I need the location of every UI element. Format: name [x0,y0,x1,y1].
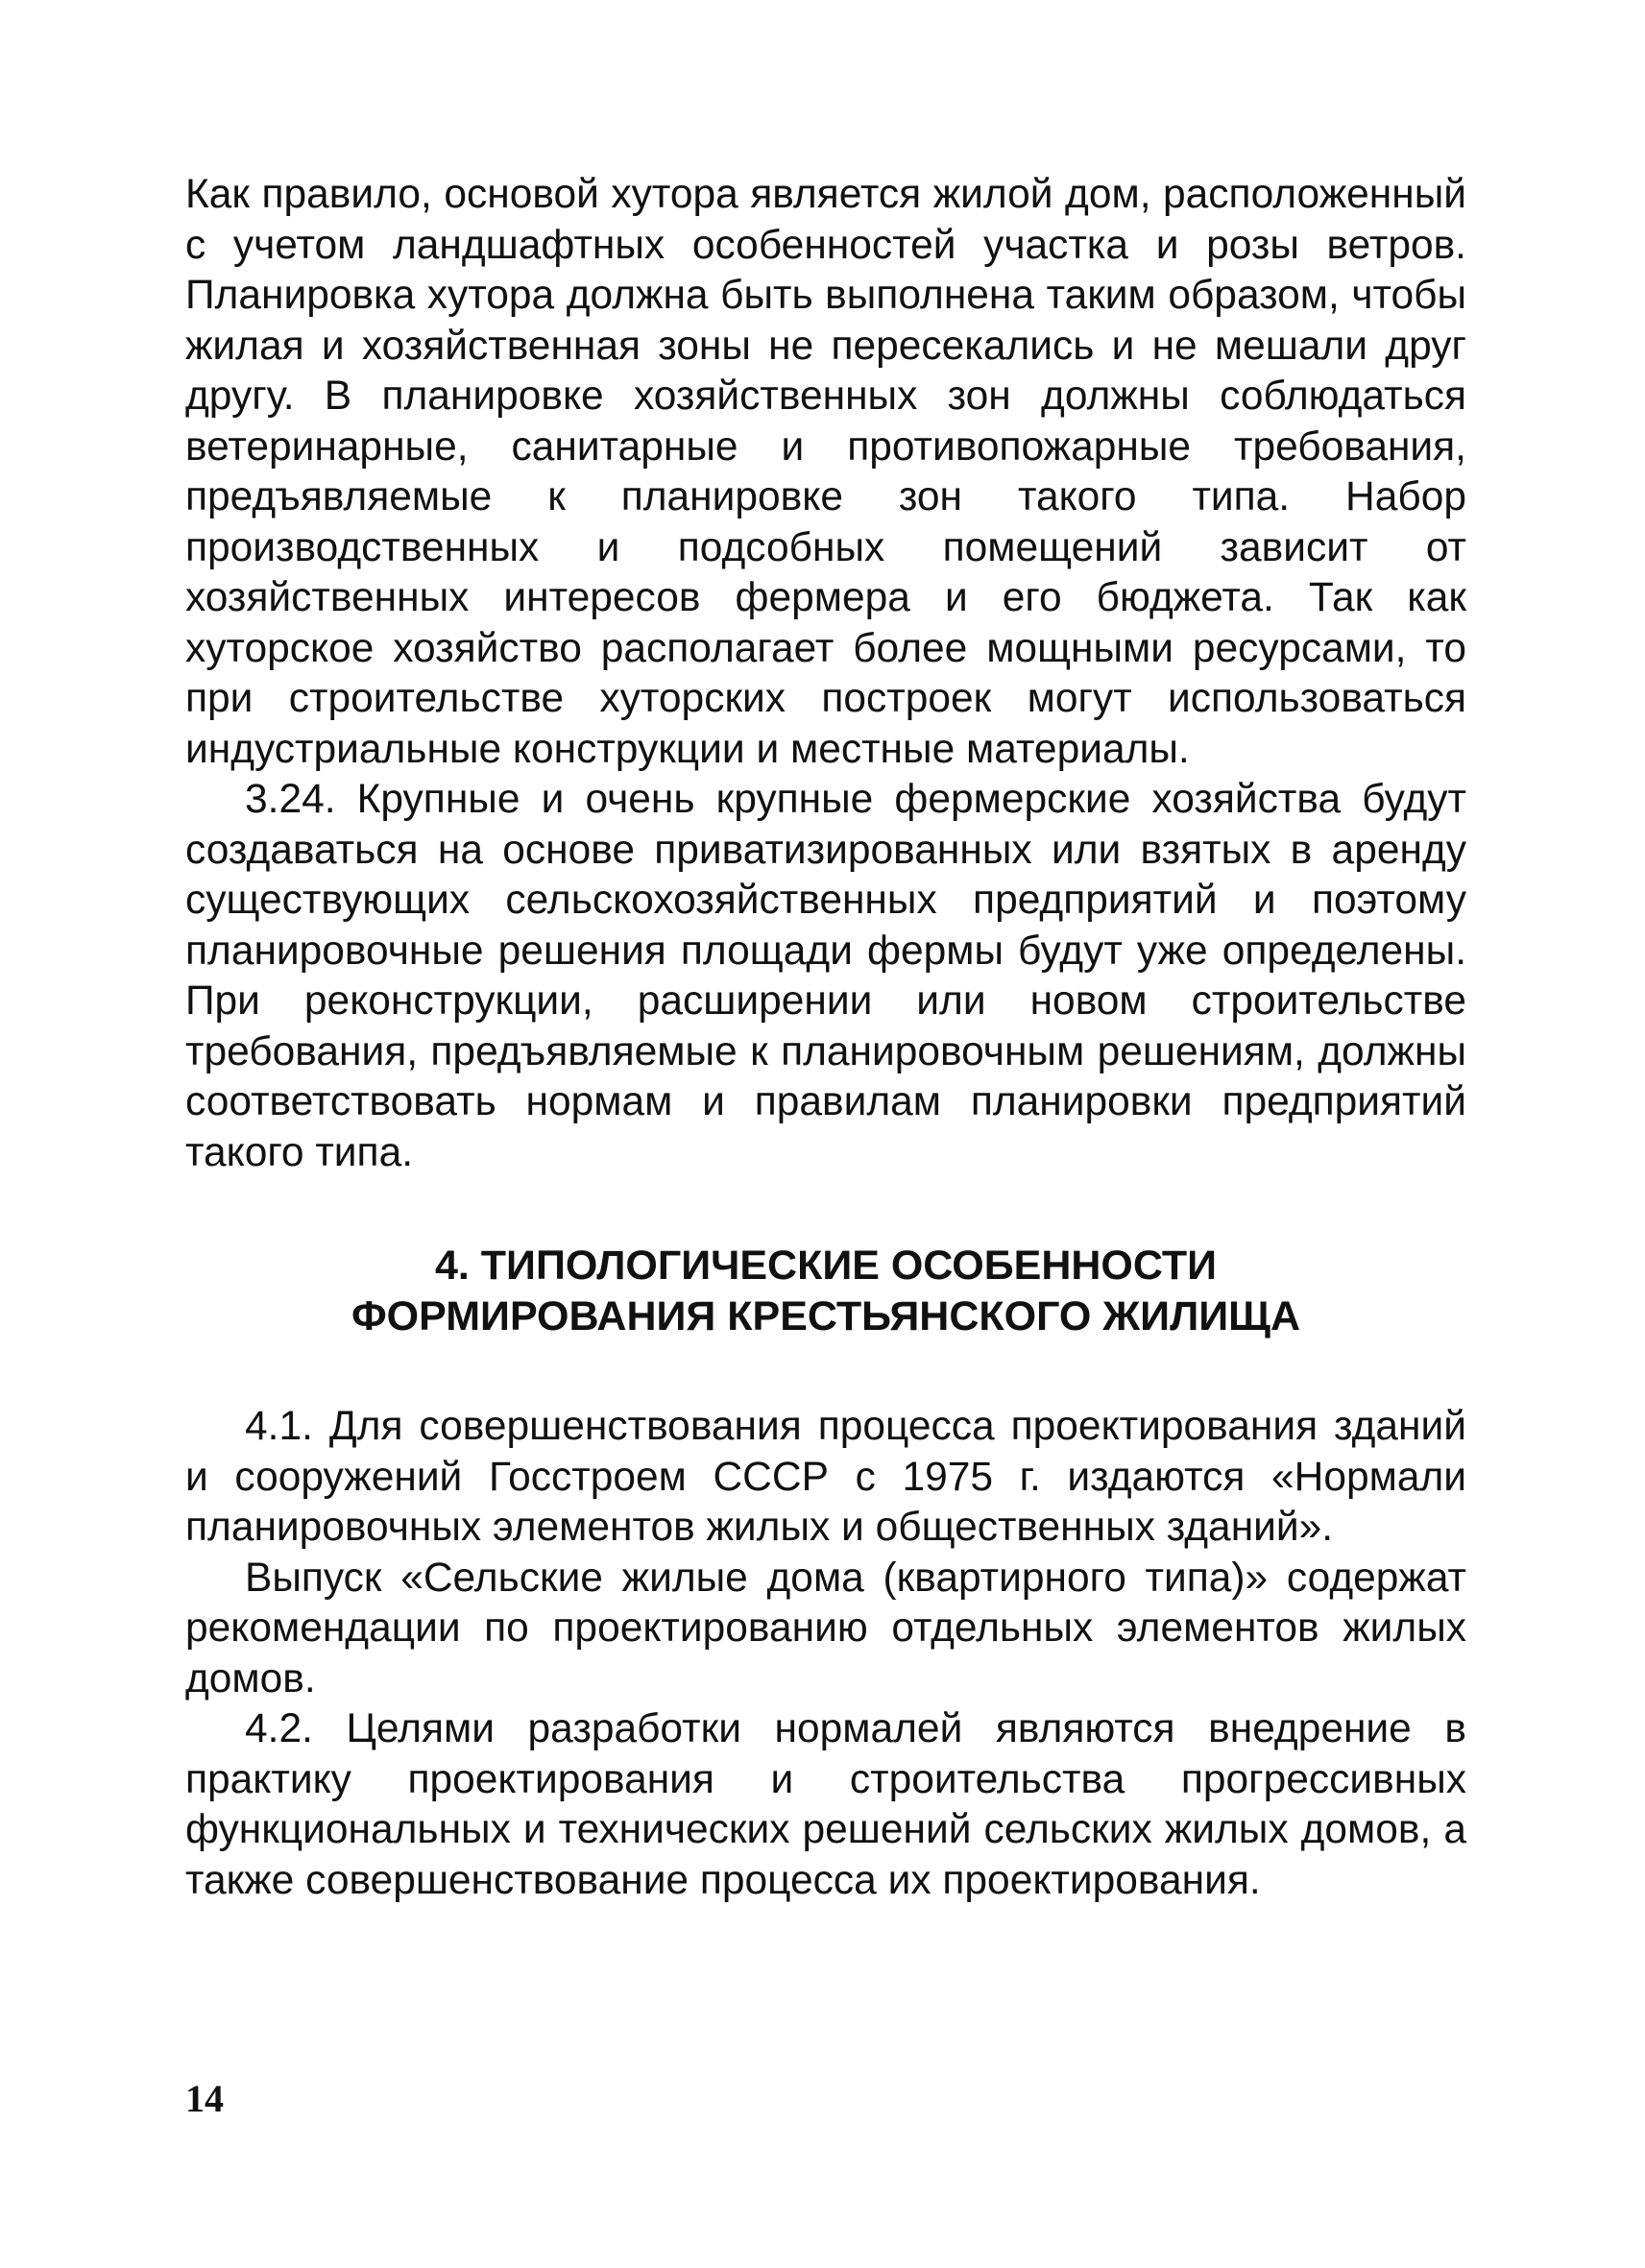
section-heading-line-1: 4. ТИПОЛОГИЧЕСКИЕ ОСОБЕННОСТИ [434,1243,1218,1289]
paragraph-vypusk: Выпуск «Сельские жилые дома (квартирного типа)» содержат рекомендации по проектированию отдельных элементов жилых домов. [185,1555,1466,1701]
paragraph-4-1: 4.1. Для совершенствования процесса проектирования зданий и сооружений Госстроем СССР с 1975 г. издаются «Нормали планировочных элементов жилых и общественных зданий». [185,1404,1466,1550]
section-heading [185,1241,1466,1342]
paragraph-4-2: 4.2. Целями разработки нормалей являются внедрение в практику проектирования и строительства прогрессивных функциональных и технических решений сельских жилых домов, а также совершенствование процесса их проектирования. [185,1706,1466,1903]
paragraph-3-24: 3.24. Крупные и очень крупные фермерские хозяйства будут создаваться на основе приватизированных или взятых в аренду существующих сельскохозяйственных предприятий и поэтому планировочные решения площади фермы будут уже определены. При реконструкции, расширении или новом строительстве требования, предъявляемые к планировочным решениям, должны соответствовать нормам и правилам планировки предприятий такого типа. [185,777,1466,1175]
page-number: 14 [185,2077,224,2120]
paragraph-hutor-planning: Как правило, основой хутора является жилой дом, расположенный с учетом ландшафтных особенностей участка и розы ветров. Планировка хутора должна быть выполнена таким образом, чтобы жилая и хозяйственная зоны не пересекались и не мешали друг другу. В планировке хозяйственных зон должны соблюдаться ветеринарные, санитарные и противопожарные требования, предъявляемые к планировке зон такого типа. Набор производственных и подсобных помещений зависит от хозяйственных интересов фермера и его бюджета. Так как хуторское хозяйство располагает более мощными ресурсами, то при строительстве хуторских построек могут использоваться индустриальные конструкции и местные материалы. [185,172,1466,772]
section-heading-line-2: ФОРМИРОВАНИЯ КРЕСТЬЯНСКОГО ЖИЛИЩА [351,1293,1301,1339]
document-page [185,170,1466,1906]
